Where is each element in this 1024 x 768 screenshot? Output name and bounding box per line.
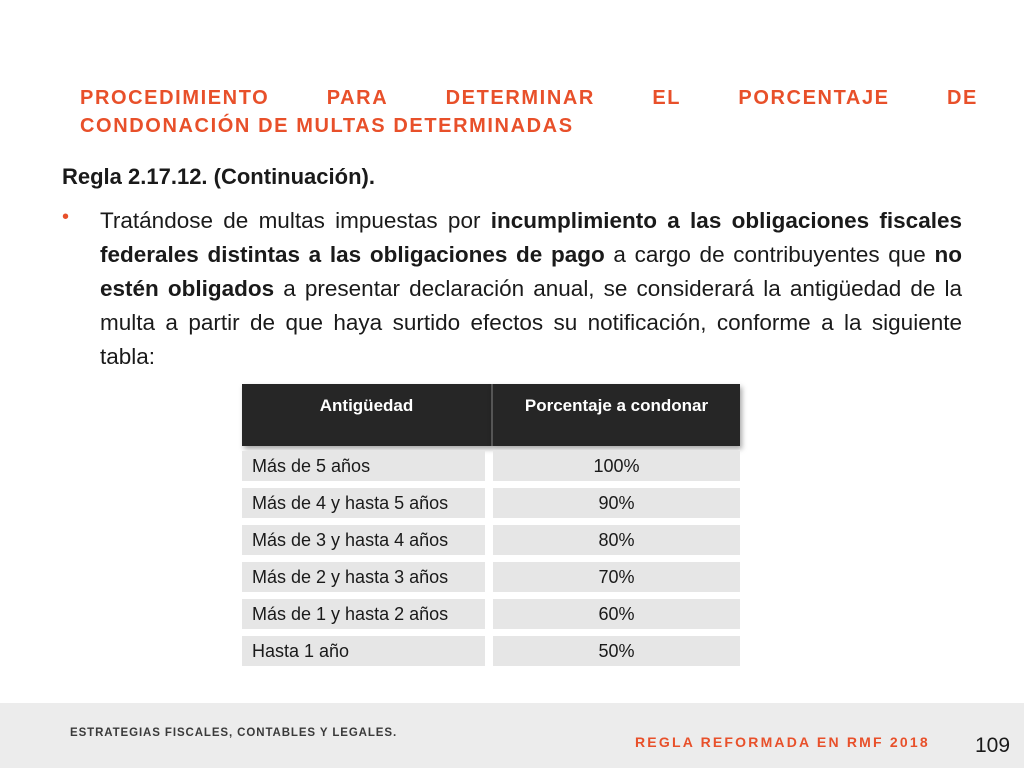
cell-antiguedad: Más de 2 y hasta 3 años [242,562,485,592]
title-word: PROCEDIMIENTO [80,87,270,109]
title-word: DETERMINAR [445,87,595,109]
table-row [242,562,740,592]
bullet-text-part: a presentar declaración anual, se considerará la antigüedad de la multa a partir de que haya surtido efectos su notificación, conforme a la siguiente tabla: [100,276,962,369]
bullet-text-part: Tratándose de multas impuestas por [100,208,491,233]
cell-antiguedad: Más de 3 y hasta 4 años [242,525,485,555]
bullet-icon: • [62,206,70,228]
title-word: PORCENTAJE [738,87,890,109]
bullet-text [100,204,962,374]
footer-tag: REGLA REFORMADA EN RMF 2018 [635,734,930,750]
cell-antiguedad: Más de 1 y hasta 2 años [242,599,485,629]
table-row [242,525,740,555]
cell-antiguedad: Hasta 1 año [242,636,485,666]
cell-porcentaje: 100% [493,451,740,481]
cell-porcentaje: 70% [493,562,740,592]
cell-porcentaje: 80% [493,525,740,555]
page-number: 109 [975,734,1011,757]
header-antiguedad: Antigüedad [242,384,491,446]
header-porcentaje: Porcentaje a condonar [491,384,740,446]
slide-title-line2: CONDONACIÓN DE MULTAS DETERMINADAS [80,115,574,137]
table-header-row [242,384,740,446]
slide-title [80,84,978,140]
rule-heading: Regla 2.17.12. (Continuación). [62,164,375,189]
title-word: EL [652,87,682,109]
slide-title-line1 [80,84,978,112]
bullet-bold-part: no estén obligados [100,242,962,301]
cell-antiguedad: Más de 5 años [242,451,485,481]
table-row [242,599,740,629]
bullet-paragraph [62,204,962,374]
table-row [242,451,740,481]
condonation-table [242,384,740,666]
cell-porcentaje: 60% [493,599,740,629]
cell-porcentaje: 50% [493,636,740,666]
title-word: PARA [326,87,389,109]
bullet-text-part: a cargo de contribuyentes que [604,242,935,267]
cell-antiguedad: Más de 4 y hasta 5 años [242,488,485,518]
cell-porcentaje: 90% [493,488,740,518]
title-word: DE [946,87,978,109]
bullet-bold-part: incumplimiento a las obligaciones fiscales federales distintas a las obligaciones de pago [100,208,962,267]
footer-bar [0,703,1024,768]
footer-brand: ESTRATEGIAS FISCALES, CONTABLES Y LEGALES. [70,727,398,739]
table-row [242,488,740,518]
table-row [242,636,740,666]
